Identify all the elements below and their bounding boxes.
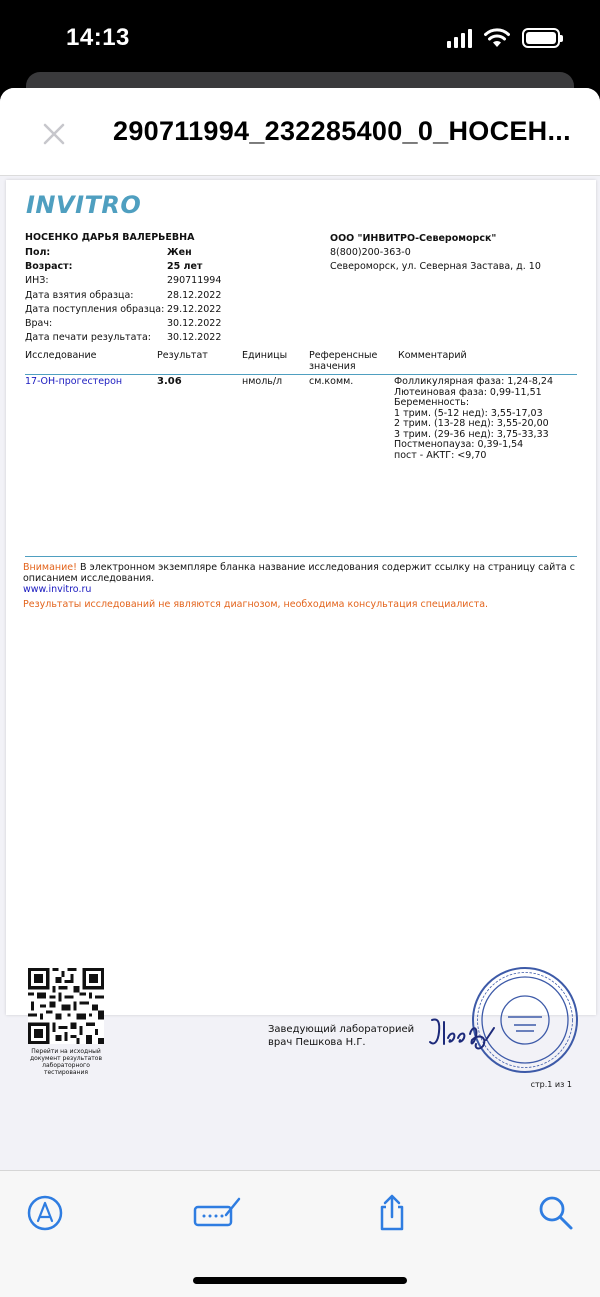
- test-name-link[interactable]: 17-ОН-прогестерон: [25, 376, 123, 387]
- status-bar: [0, 0, 600, 80]
- document-title: 290711994_232285400_0_НОСЕН...: [113, 116, 571, 146]
- wifi-icon: [484, 28, 510, 48]
- signature-label: [268, 1023, 414, 1049]
- signature-icon[interactable]: [192, 1193, 244, 1233]
- invitro-link[interactable]: www.invitro.ru: [23, 584, 92, 595]
- table-end-divider: [25, 556, 577, 557]
- print-date-label: Дата печати результата:: [25, 332, 151, 344]
- document-viewer-sheet: [0, 88, 600, 1297]
- status-icons: [447, 28, 560, 48]
- lab-phone: 8(800)200-363-0: [330, 247, 411, 259]
- inz-label: ИНЗ:: [25, 275, 49, 287]
- invitro-logo: INVITRO: [26, 191, 142, 219]
- comment-line: Фолликулярная фаза: 1,24-8,24: [394, 376, 554, 387]
- received-date-value: 29.12.2022: [167, 303, 222, 315]
- test-reference: см.комм.: [309, 376, 354, 387]
- notice-warning: Внимание!: [23, 562, 77, 573]
- test-comment: [394, 377, 553, 461]
- close-icon[interactable]: [34, 114, 74, 154]
- inz-value: 290711994: [167, 275, 222, 287]
- header-reference-line2: значения: [309, 361, 356, 372]
- header-comment: Комментарий: [398, 350, 467, 361]
- header-reference-line1: Референсные: [309, 350, 378, 361]
- status-time: 14:13: [66, 24, 130, 51]
- comment-line: Беременность:: [394, 397, 470, 408]
- received-date-label: Дата поступления образца:: [25, 303, 165, 315]
- qr-code[interactable]: [28, 968, 104, 1044]
- notice-text: [23, 563, 583, 584]
- doctor-label: Врач:: [25, 318, 53, 330]
- header-reference: [309, 350, 377, 372]
- test-units: нмоль/л: [242, 376, 283, 387]
- disclaimer-text: Результаты исследований не являются диагнозом, необходима консультация специалиста.: [23, 599, 489, 610]
- comment-line: Постменопауза: 0,39-1,54: [394, 439, 524, 450]
- home-indicator[interactable]: [193, 1277, 407, 1284]
- sex-value: Жен: [167, 247, 192, 258]
- sample-date-label: Дата взятия образца:: [25, 289, 134, 301]
- comment-line: 2 трим. (13-28 нед): 3,55-20,00: [394, 418, 549, 429]
- lab-address: Североморск, ул. Северная Застава, д. 10: [330, 261, 541, 273]
- share-icon[interactable]: [372, 1193, 412, 1233]
- doctor-signature: [426, 1010, 516, 1055]
- comment-line: Лютеиновая фаза: 0,99-11,51: [394, 386, 542, 398]
- table-header-divider: [25, 374, 577, 375]
- signature-line1: Заведующий лабораторией: [268, 1024, 415, 1035]
- page-number: стр.1 из 1: [530, 1080, 572, 1089]
- sex-label: Пол:: [25, 247, 51, 258]
- patient-name: НОСЕНКО ДАРЬЯ ВАЛЕРЬЕВНА: [25, 232, 195, 243]
- markup-icon[interactable]: [25, 1193, 65, 1233]
- nav-bar: [0, 88, 600, 176]
- lab-name: ООО "ИНВИТРО-Североморск": [330, 233, 497, 244]
- header-units: Единицы: [242, 350, 288, 361]
- lab-info: [330, 232, 541, 275]
- comment-line: 3 трим. (29-36 нед): 3,75-33,33: [394, 428, 549, 440]
- comment-line: пост - АКТГ: <9,70: [394, 449, 487, 461]
- sample-date-value: 28.12.2022: [167, 289, 222, 301]
- doctor-value: 30.12.2022: [167, 318, 222, 330]
- header-test: Исследование: [25, 350, 97, 361]
- comment-line: 1 трим. (5-12 нед): 3,55-17,03: [394, 407, 543, 419]
- signature-line2: врач Пешкова Н.Г.: [268, 1037, 366, 1048]
- print-date-value: 30.12.2022: [167, 332, 222, 344]
- patient-info-values: [167, 246, 221, 345]
- search-icon[interactable]: [536, 1193, 576, 1233]
- age-label: Возраст:: [25, 261, 73, 273]
- patient-info-labels: [25, 246, 164, 345]
- document-page: [6, 180, 596, 1089]
- notice-body: В электронном экземпляре бланка название исследования содержит ссылку на страницу сайта с описанием исследования.: [23, 562, 575, 584]
- cellular-signal-icon: [447, 28, 472, 48]
- header-result: Результат: [157, 350, 208, 361]
- battery-icon: [522, 28, 560, 48]
- age-value: 25 лет: [167, 261, 203, 273]
- qr-caption: Перейти на исходный документ результатов лабораторного тестирования: [29, 1048, 103, 1076]
- test-result: 3.06: [157, 376, 182, 387]
